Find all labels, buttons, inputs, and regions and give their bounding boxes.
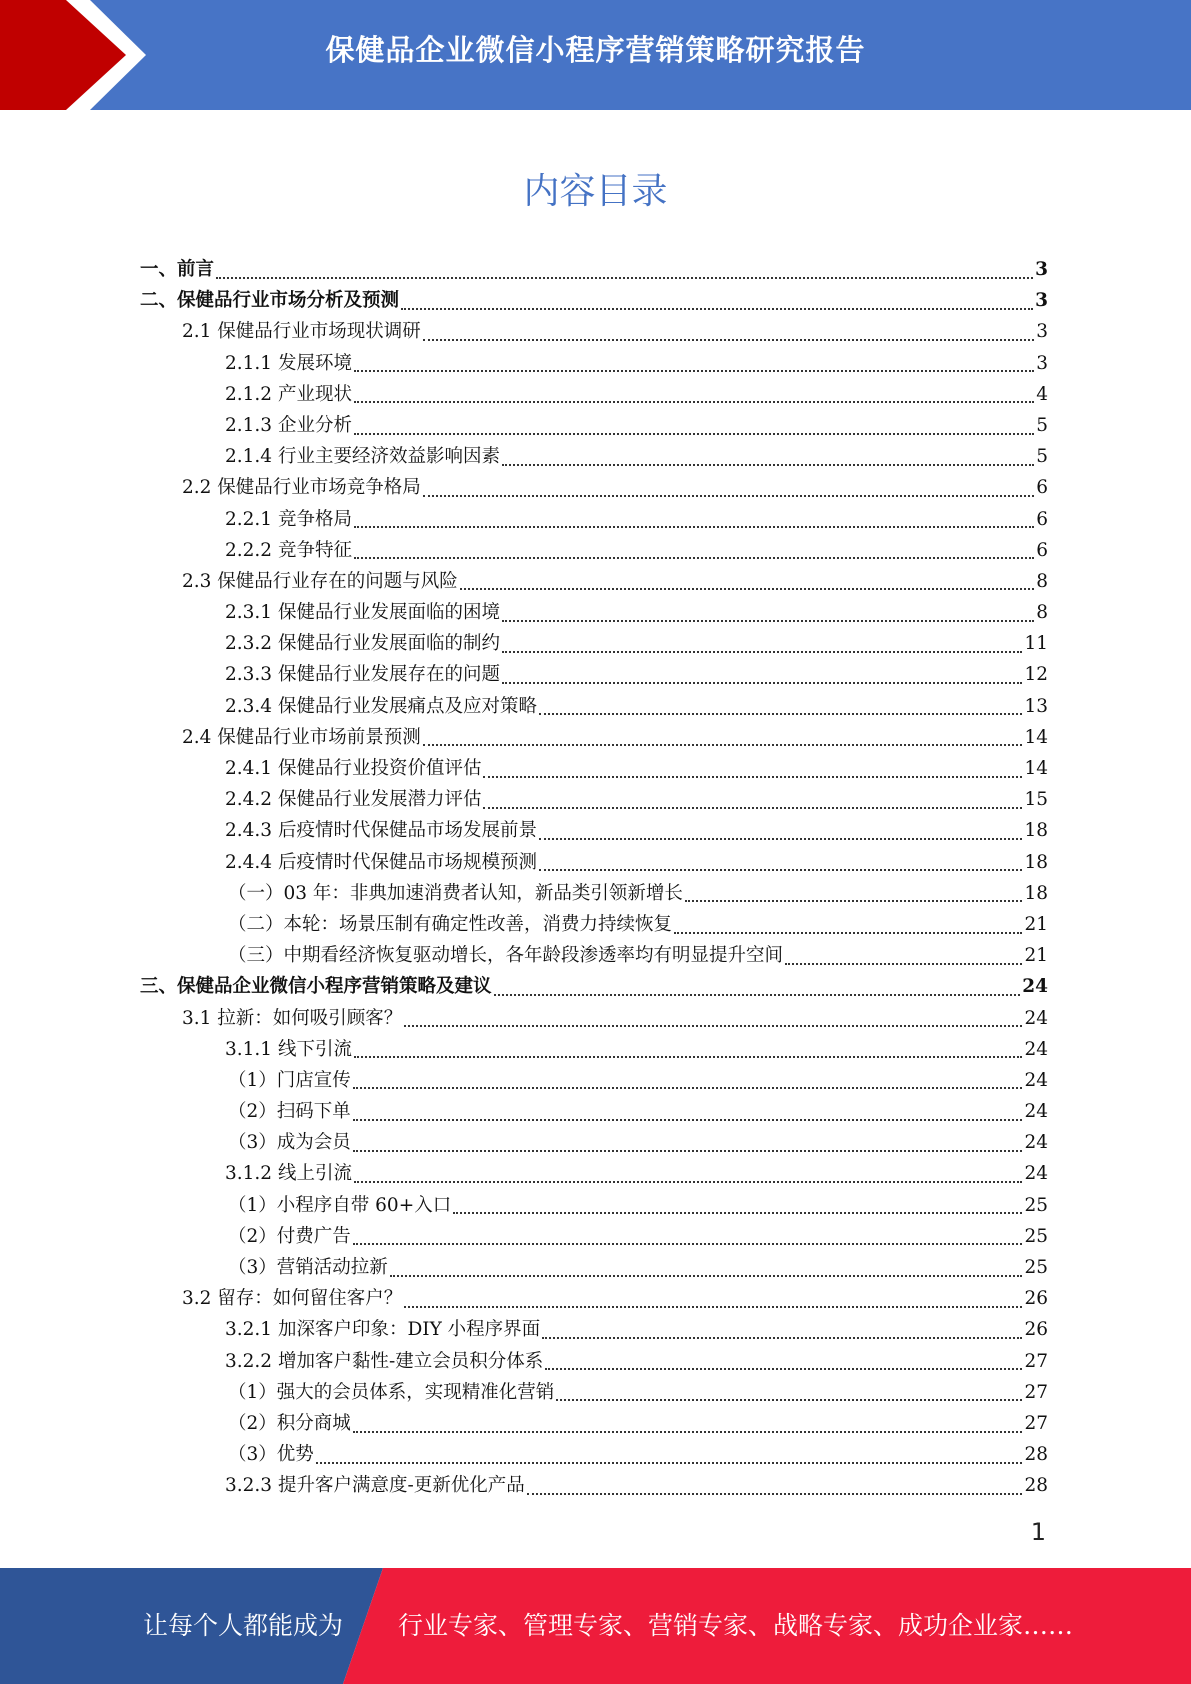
- toc-entry-label: 2.3.4 保健品行业发展痛点及应对策略: [225, 695, 537, 717]
- toc-entry[interactable]: [140, 878, 1048, 909]
- toc-entry[interactable]: [140, 940, 1048, 971]
- toc-entry[interactable]: [140, 1439, 1048, 1470]
- toc-entry[interactable]: [140, 535, 1048, 566]
- toc-leader-dots: [423, 744, 1023, 746]
- toc-entry-label: 3.1 拉新：如何吸引顾客？: [182, 1007, 403, 1029]
- toc-entry-page: 24: [1024, 1163, 1048, 1185]
- toc-entry[interactable]: [140, 1252, 1048, 1283]
- toc-entry[interactable]: [140, 815, 1048, 846]
- toc-entry-page: 24: [1024, 1101, 1048, 1123]
- toc-entry[interactable]: [140, 441, 1048, 472]
- toc-entry[interactable]: [140, 1283, 1048, 1314]
- toc-entry-page: 12: [1024, 664, 1048, 686]
- toc-entry[interactable]: [140, 472, 1048, 503]
- toc-entry-page: 14: [1024, 726, 1048, 748]
- toc-entry-label: 2.4.1 保健品行业投资价值评估: [225, 758, 482, 779]
- toc-leader-dots: [527, 1493, 1023, 1495]
- toc-entry[interactable]: [140, 1065, 1048, 1096]
- toc-leader-dots: [354, 1056, 1023, 1058]
- toc-entry-page: 27: [1024, 1412, 1048, 1434]
- toc-entry-label: 3.1.1 线下引流: [225, 1038, 352, 1060]
- toc-entry-page: 26: [1024, 1319, 1048, 1341]
- toc-entry-label: 2.1.1 发展环境: [225, 352, 352, 374]
- toc-entry-page: 3: [1035, 290, 1048, 312]
- report-title: 保健品企业微信小程序营销策略研究报告: [325, 33, 866, 67]
- toc-entry[interactable]: [140, 1346, 1048, 1377]
- toc-leader-dots: [353, 1431, 1023, 1433]
- toc-leader-dots: [460, 588, 1034, 590]
- toc-entry-page: 8: [1036, 570, 1048, 592]
- toc-entry-label: 3.2.3 提升客户满意度-更新优化产品: [225, 1475, 525, 1497]
- header-band: [0, 0, 1191, 110]
- toc-entry[interactable]: [140, 628, 1048, 659]
- toc-entry[interactable]: [140, 847, 1048, 878]
- toc-entry[interactable]: [140, 1221, 1048, 1252]
- toc-leader-dots: [353, 1119, 1023, 1121]
- toc-entry-label: （1）小程序自带 60+入口: [228, 1194, 452, 1216]
- page-number: 1: [1030, 1518, 1046, 1546]
- toc-entry-page: 3: [1036, 321, 1048, 343]
- toc-entry-page: 21: [1024, 945, 1048, 967]
- toc-entry-label: 3.2.1 加深客户印象：DIY 小程序界面: [225, 1319, 541, 1341]
- toc-entry-page: 18: [1024, 882, 1048, 904]
- toc-entry-page: 24: [1024, 1069, 1048, 1091]
- toc-entry-page: 24: [1024, 1038, 1048, 1060]
- toc-heading: 内容目录: [523, 171, 668, 212]
- toc-leader-dots: [539, 869, 1022, 871]
- toc-entry-page: 28: [1024, 1475, 1048, 1497]
- toc-leader-dots: [539, 713, 1022, 715]
- toc-entry-page: 21: [1024, 913, 1048, 935]
- toc-entry-label: 2.3.2 保健品行业发展面临的制约: [225, 633, 500, 655]
- toc-entry-page: 18: [1024, 820, 1048, 842]
- toc-entry[interactable]: [140, 254, 1048, 285]
- toc-entry[interactable]: [140, 1096, 1048, 1127]
- toc-entry-page: 25: [1024, 1257, 1048, 1278]
- toc-entry[interactable]: [140, 1408, 1048, 1439]
- toc-entry[interactable]: [140, 1127, 1048, 1158]
- toc-entry-label: 2.4.2 保健品行业发展潜力评估: [225, 789, 482, 811]
- toc-entry-page: 5: [1036, 414, 1048, 436]
- toc-leader-dots: [353, 1150, 1023, 1152]
- toc-entry-label: 二、保健品行业市场分析及预测: [140, 290, 400, 312]
- toc-leader-dots: [390, 1275, 1023, 1277]
- toc-entry-label: 2.3.3 保健品行业发展存在的问题: [225, 664, 500, 686]
- toc-entry[interactable]: [140, 1034, 1048, 1065]
- toc-leader-dots: [453, 1212, 1022, 1214]
- toc-entry-page: 11: [1024, 633, 1048, 655]
- toc-leader-dots: [483, 807, 1022, 809]
- toc-entry-page: 26: [1024, 1288, 1048, 1310]
- toc-leader-dots: [216, 277, 1033, 279]
- toc-entry-page: 14: [1024, 758, 1048, 779]
- toc-entry-label: （3）营销活动拉新: [228, 1257, 388, 1278]
- toc-entry-label: 3.1.2 线上引流: [225, 1163, 352, 1185]
- toc-leader-dots: [354, 557, 1034, 559]
- toc-entry-label: （三）中期看经济恢复驱动增长，各年龄段渗透率均有明显提升空间: [228, 945, 784, 967]
- toc-entry-label: 三、保健品企业微信小程序营销策略及建议: [140, 976, 492, 998]
- toc-entry[interactable]: [140, 971, 1048, 1002]
- footer-slogan-left: 让每个人都能成为: [143, 1611, 344, 1640]
- toc-entry[interactable]: [140, 753, 1048, 784]
- toc-entry-page: 6: [1036, 539, 1048, 561]
- toc-entry[interactable]: [140, 1158, 1048, 1189]
- toc-leader-dots: [542, 1337, 1022, 1339]
- toc-entry-page: 13: [1024, 695, 1048, 717]
- toc-leader-dots: [354, 433, 1034, 435]
- toc-entry-label: 2.4.3 后疫情时代保健品市场发展前景: [225, 820, 537, 842]
- toc-leader-dots: [423, 495, 1034, 497]
- toc-entry-label: 2.2.2 竞争特征: [225, 539, 352, 561]
- toc-entry[interactable]: [140, 348, 1048, 379]
- toc-entry-page: 6: [1036, 477, 1048, 499]
- toc-entry-label: （1）门店宣传: [228, 1069, 351, 1091]
- toc-entry-page: 24: [1022, 976, 1048, 998]
- toc-entry[interactable]: [140, 1314, 1048, 1345]
- toc-entry-label: 2.2 保健品行业市场竞争格局: [182, 477, 421, 499]
- toc-entry[interactable]: [140, 1470, 1048, 1501]
- toc-leader-dots: [354, 526, 1034, 528]
- toc-entry[interactable]: [140, 285, 1048, 316]
- toc-entry[interactable]: [140, 504, 1048, 535]
- toc-entry-page: 3: [1035, 259, 1048, 280]
- toc-entry-label: 2.2.1 竞争格局: [225, 508, 352, 530]
- toc-entry-label: 2.1 保健品行业市场现状调研: [182, 321, 421, 343]
- toc-leader-dots: [353, 1243, 1023, 1245]
- toc-leader-dots: [404, 1306, 1022, 1308]
- toc-entry-label: （2）付费广告: [228, 1225, 351, 1247]
- toc-entry-label: （3）成为会员: [228, 1132, 351, 1154]
- toc-entry-label: 2.3 保健品行业存在的问题与风险: [182, 570, 458, 592]
- toc-leader-dots: [785, 963, 1022, 965]
- toc-leader-dots: [539, 838, 1022, 840]
- toc-entry-label: 2.3.1 保健品行业发展面临的困境: [225, 602, 500, 624]
- toc-entry[interactable]: [140, 1377, 1048, 1408]
- toc-entry-page: 5: [1036, 446, 1048, 468]
- footer-band: [0, 1568, 1191, 1684]
- table-of-contents: [140, 254, 1048, 1502]
- toc-entry[interactable]: [140, 597, 1048, 628]
- toc-leader-dots: [556, 1399, 1022, 1401]
- toc-entry[interactable]: [140, 722, 1048, 753]
- toc-entry-label: （一）03 年：非典加速消费者认知，新品类引领新增长: [228, 882, 683, 904]
- toc-leader-dots: [483, 776, 1022, 778]
- toc-entry-page: 27: [1024, 1381, 1048, 1403]
- toc-leader-dots: [354, 401, 1034, 403]
- toc-entry[interactable]: [140, 784, 1048, 815]
- toc-entry-label: 一、前言: [140, 259, 215, 280]
- toc-leader-dots: [423, 339, 1034, 341]
- toc-leader-dots: [404, 1025, 1022, 1027]
- toc-leader-dots: [354, 370, 1034, 372]
- toc-leader-dots: [316, 1462, 1023, 1464]
- toc-entry[interactable]: [140, 316, 1048, 347]
- toc-leader-dots: [502, 464, 1034, 466]
- toc-leader-dots: [502, 682, 1022, 684]
- toc-entry[interactable]: [140, 691, 1048, 722]
- toc-leader-dots: [685, 900, 1023, 902]
- toc-entry-page: 24: [1024, 1132, 1048, 1154]
- toc-leader-dots: [353, 1087, 1023, 1089]
- toc-entry[interactable]: [140, 566, 1048, 597]
- toc-entry-page: 8: [1036, 602, 1048, 624]
- toc-entry-label: （2）积分商城: [228, 1412, 351, 1434]
- toc-entry-label: 2.1.4 行业主要经济效益影响因素: [225, 446, 500, 468]
- toc-entry[interactable]: [140, 909, 1048, 940]
- toc-entry[interactable]: [140, 379, 1048, 410]
- toc-entry[interactable]: [140, 1190, 1048, 1221]
- toc-entry-page: 15: [1024, 789, 1048, 811]
- toc-entry-page: 4: [1036, 383, 1048, 405]
- toc-entry-label: 3.2.2 增加客户黏性-建立会员积分体系: [225, 1350, 544, 1372]
- toc-entry-label: 2.1.3 企业分析: [225, 414, 352, 436]
- toc-entry[interactable]: [140, 410, 1048, 441]
- footer-slogan-right: 行业专家、管理专家、营销专家、战略专家、成功企业家……: [398, 1611, 1074, 1640]
- toc-entry-label: 3.2 留存：如何留住客户？: [182, 1288, 403, 1310]
- toc-entry-page: 3: [1036, 352, 1048, 374]
- toc-entry-label: 2.4.4 后疫情时代保健品市场规模预测: [225, 851, 537, 873]
- toc-entry-label: 2.1.2 产业现状: [225, 383, 352, 405]
- toc-entry-label: （二）本轮：场景压制有确定性改善，消费力持续恢复: [228, 913, 673, 935]
- toc-entry-page: 27: [1024, 1350, 1048, 1372]
- toc-entry[interactable]: [140, 659, 1048, 690]
- toc-leader-dots: [354, 1181, 1023, 1183]
- toc-entry-label: 2.4 保健品行业市场前景预测: [182, 726, 421, 748]
- toc-entry-page: 28: [1024, 1444, 1048, 1466]
- toc-entry-page: 25: [1024, 1194, 1048, 1216]
- toc-entry-page: 25: [1024, 1225, 1048, 1247]
- toc-entry[interactable]: [140, 1003, 1048, 1034]
- toc-entry-page: 18: [1024, 851, 1048, 873]
- toc-entry-label: （1）强大的会员体系，实现精准化营销: [228, 1381, 555, 1403]
- toc-leader-dots: [502, 620, 1034, 622]
- toc-leader-dots: [494, 994, 1021, 996]
- toc-entry-label: （2）扫码下单: [228, 1101, 351, 1123]
- toc-leader-dots: [674, 932, 1022, 934]
- toc-leader-dots: [401, 308, 1033, 310]
- toc-leader-dots: [545, 1368, 1022, 1370]
- toc-entry-page: 24: [1024, 1007, 1048, 1029]
- toc-leader-dots: [502, 651, 1022, 653]
- toc-entry-page: 6: [1036, 508, 1048, 530]
- toc-entry-label: （3）优势: [228, 1444, 314, 1466]
